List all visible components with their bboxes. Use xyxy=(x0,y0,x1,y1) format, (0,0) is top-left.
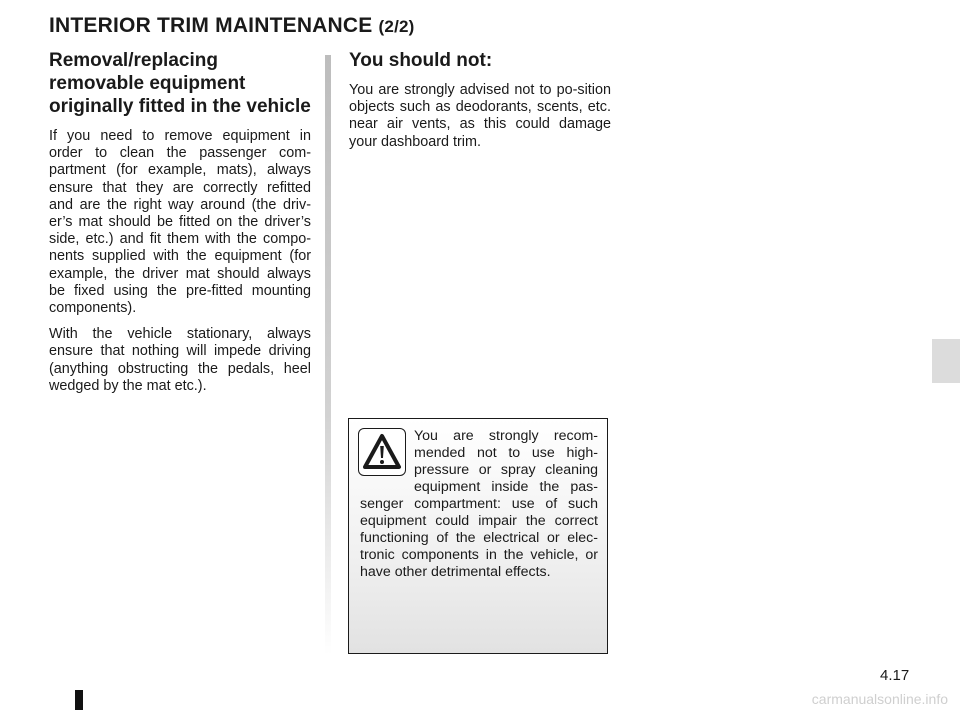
should-not-paragraph: You are strongly advised not to po-sition objects such as deodorants, scents, etc. near air vents, as this could damage your dashboard trim. xyxy=(349,82,611,150)
page-title xyxy=(49,14,415,38)
left-column xyxy=(49,49,311,404)
page-title-suffix: (2/2) xyxy=(378,17,415,36)
warning-text: You are strongly recom-mended not to use high-pressure or spray cleaning equipment inside the pas-senger compartment: use of such equipment could impair the correct functioning of the electrical or elec-tronic components in the vehicle, or have other detrimental effects. xyxy=(360,428,598,580)
page-title-text: INTERIOR TRIM MAINTENANCE xyxy=(49,14,373,37)
column-divider xyxy=(325,55,331,655)
should-not-heading: You should not: xyxy=(349,50,493,71)
crop-mark xyxy=(75,690,83,710)
right-column xyxy=(349,49,611,160)
warning-triangle-icon xyxy=(358,428,406,476)
removal-paragraph-1: If you need to remove equipment in order to clean the passenger com-partment (for example, mats), always ensure that they are correctly refitted and are the right way around (the driv-er’s mat should be fitted on the driver’s side, etc.) and fit them with the compo-nents supplied with the equipment (for example, the driver mat should always be fixed using the pre-fitted mounting components). xyxy=(49,128,311,317)
chapter-tab xyxy=(932,339,960,383)
removal-section-heading: Removal/replacing removable equipment originally fitted in the vehicle xyxy=(49,50,311,117)
warning-box xyxy=(348,418,608,654)
watermark: carmanualsonline.info xyxy=(811,691,948,707)
removal-paragraph-2: With the vehicle stationary, always ensure that nothing will impede driving (anything obstructing the pedals, heel wedged by the mat etc.). xyxy=(49,326,311,394)
page-number: 4.17 xyxy=(880,667,910,684)
